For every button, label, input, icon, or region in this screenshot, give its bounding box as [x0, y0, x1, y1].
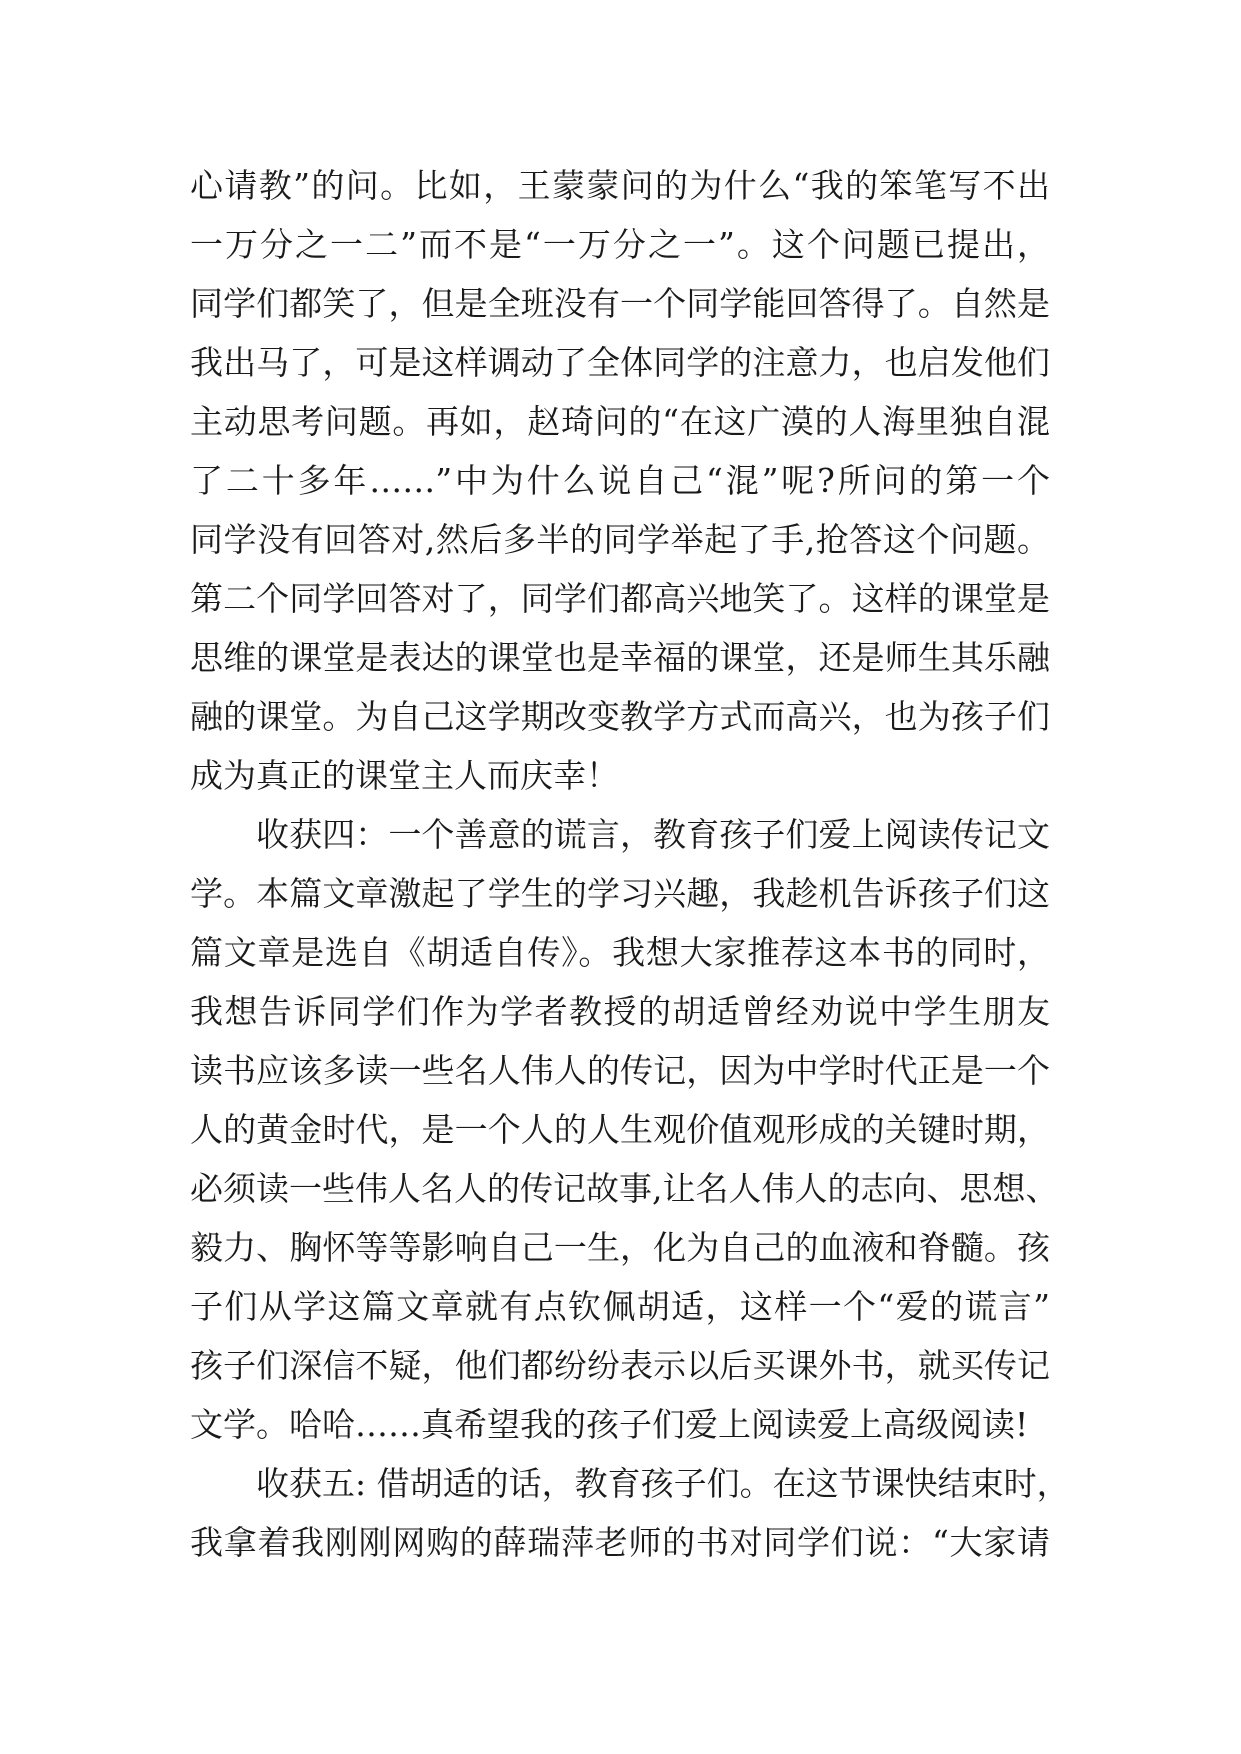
text-line: 子们从学这篇文章就有点钦佩胡适，这样一个“爱的谎言” — [190, 1287, 1050, 1326]
paragraph-heading-line: 收获四：一个善意的谎言，教育孩子们爱上阅读传记文 — [256, 815, 1050, 854]
text-line: 成为真正的课堂主人而庆幸！ — [190, 756, 619, 795]
text-line: 读书应该多读一些名人伟人的传记，因为中学时代正是一个 — [190, 1051, 1050, 1090]
text-line: 必须读一些伟人名人的传记故事,让名人伟人的志向、思想、 — [190, 1169, 1059, 1208]
text-line: 同学没有回答对,然后多半的同学举起了手,抢答这个问题。 — [190, 520, 1050, 559]
text-line: 第二个同学回答对了，同学们都高兴地笑了。这样的课堂是 — [190, 579, 1050, 618]
text-line: 我拿着我刚刚网购的薛瑞萍老师的书对同学们说：“大家请 — [190, 1523, 1050, 1562]
text-line: 融的课堂。为自己这学期改变教学方式而高兴，也为孩子们 — [190, 697, 1050, 736]
paragraph-heading-line: 收获五: 借胡适的话，教育孩子们。在这节课快结束时， — [256, 1464, 1070, 1503]
text-line: 我想告诉同学们作为学者教授的胡适曾经劝说中学生朋友 — [190, 992, 1050, 1031]
text-line: 主动思考问题。再如，赵琦问的“在这广漠的人海里独自混 — [190, 402, 1050, 441]
text-line: 孩子们深信不疑，他们都纷纷表示以后买课外书，就买传记 — [190, 1346, 1050, 1385]
text-line: 人的黄金时代，是一个人的人生观价值观形成的关键时期， — [190, 1110, 1050, 1149]
text-line: 思维的课堂是表达的课堂也是幸福的课堂，还是师生其乐融 — [190, 638, 1050, 677]
text-line: 了二十多年……”中为什么说自己“混”呢?所问的第一个 — [190, 461, 1050, 500]
text-line: 篇文章是选自《胡适自传》。我想大家推荐这本书的同时， — [190, 933, 1050, 972]
text-line: 毅力、胸怀等等影响自己一生，化为自己的血液和脊髓。孩 — [190, 1228, 1050, 1267]
text-line: 我出马了，可是这样调动了全体同学的注意力，也启发他们 — [190, 343, 1050, 382]
body-text — [190, 156, 1070, 1572]
text-line: 学。本篇文章激起了学生的学习兴趣，我趁机告诉孩子们这 — [190, 874, 1050, 913]
text-line: 心请教”的问。比如，王蒙蒙问的为什么“我的笨笔写不出 — [190, 166, 1050, 205]
text-line: 一万分之一二”而不是“一万分之一”。这个问题已提出， — [190, 225, 1050, 264]
text-line: 同学们都笑了，但是全班没有一个同学能回答得了。自然是 — [190, 284, 1050, 323]
text-line: 文学。哈哈……真希望我的孩子们爱上阅读爱上高级阅读! — [190, 1405, 1029, 1444]
